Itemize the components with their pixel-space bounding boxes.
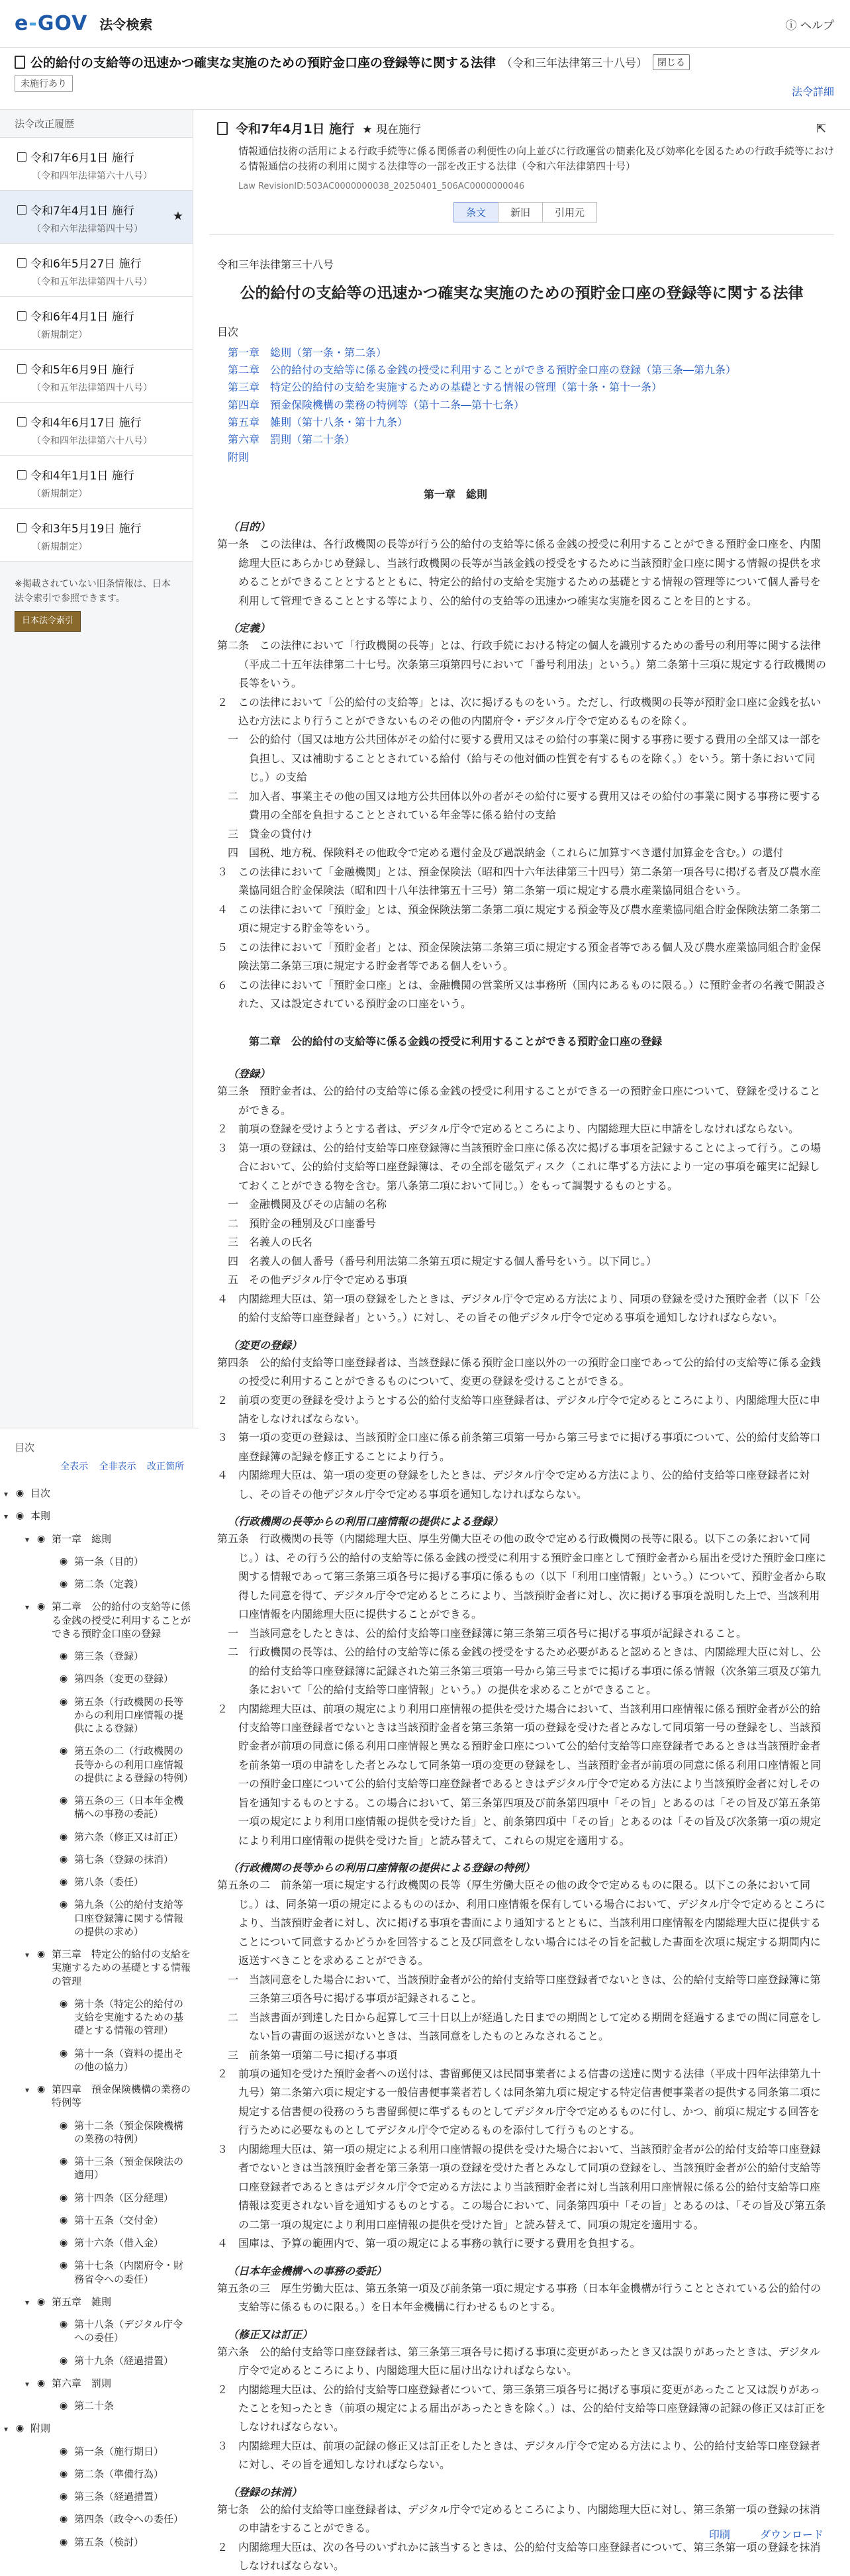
history-date-text: 令和7年4月1日 施行	[30, 205, 134, 218]
toc-node[interactable]	[0, 2395, 199, 2417]
toc-heading: 目次	[217, 325, 239, 338]
paragraph: ２ 前項の変更の登録を受けようとする公的給付支給等口座登録者は、デジタル庁令で定めるところにより、内閣総理大臣に申請をしなければならない。	[217, 1393, 821, 1425]
history-source: （令和五年法律第四十八号）	[32, 277, 152, 287]
item: 三 前条第一項第二号に掲げる事項	[228, 2048, 398, 2061]
chevron-down-icon[interactable]: ▾	[25, 2297, 30, 2307]
chevron-down-icon[interactable]: ▾	[4, 1512, 9, 1522]
toc-node-label: 第十一条（資料の提出その他の協力）	[74, 2047, 184, 2073]
toc-node[interactable]	[0, 2232, 199, 2254]
paragraph: ４ 国庫は、予算の範囲内で、第一項の規定による事務の執行に要する費用を負担する。	[217, 2237, 641, 2250]
toc-node[interactable]	[0, 1893, 199, 1943]
eye-icon[interactable]: ◉	[60, 1998, 68, 2009]
external-link-icon[interactable]: ⇱	[816, 122, 826, 136]
eye-icon[interactable]: ◉	[60, 1899, 68, 1910]
toc-node[interactable]	[0, 1645, 199, 1667]
document-icon	[15, 56, 25, 69]
history-date	[17, 148, 179, 165]
item: 一 当該同意をした場合において、当該預貯金者が公的給付支給等口座登録者でないときは、公的給付支給等口座登録簿に第三条第三項各号に掲げる事項が記録されること。	[228, 1973, 821, 2005]
toc-node-label: 第九条（公的給付支給等口座登録簿に関する情報の提供の求め）	[74, 1899, 184, 1938]
print-button[interactable]: 印刷	[708, 2528, 730, 2541]
chevron-down-icon[interactable]: ▾	[4, 1489, 9, 1499]
toc-link[interactable]: 附則	[228, 450, 250, 464]
history-item[interactable]	[0, 509, 193, 562]
toc-node[interactable]	[0, 2150, 199, 2187]
eye-icon[interactable]: ◉	[60, 2355, 68, 2366]
hide-all-link[interactable]: 全非表示	[99, 1461, 136, 1472]
toc-node[interactable]	[0, 1482, 199, 1505]
law-number: （令和三年法律第三十八号）	[501, 57, 648, 70]
help-link[interactable]: ⓘ ヘルプ	[785, 19, 834, 32]
eye-icon[interactable]: ◉	[16, 2423, 24, 2434]
law-details-link[interactable]: 法令詳細	[791, 85, 834, 98]
eye-icon[interactable]: ◉	[37, 1949, 46, 1959]
history-item[interactable]	[0, 297, 193, 350]
eye-icon[interactable]: ◉	[60, 2120, 68, 2131]
item: 五 その他デジタル庁令で定める事項	[228, 1273, 408, 1287]
history-date	[17, 413, 179, 430]
tab-comparison[interactable]: 新旧	[498, 202, 543, 223]
item: 一 金融機関及びその店舗の名称	[228, 1198, 387, 1211]
toc-node[interactable]	[0, 1943, 199, 1993]
eye-icon[interactable]: ◉	[60, 2260, 68, 2271]
toc-node[interactable]	[0, 2187, 199, 2209]
paragraph: ３ 内閣総理大臣は、第一項の規定による利用口座情報の提供を受けた場合において、当該預貯金者が公的給付支給等口座登録者でないときは当該預貯金者を第三条第一項の登録を受けた者とみなして同項の登録をし、当該預貯金者が公的給付支給等口座登録者であるときはデジタル庁令で定める方法により当該預貯金者に対し当該利用口座情報に係る公的給付支給等口座情報は変更されない旨を通知するものとする。この場合において、同条第四項中「その旨」とあるのは、「その旨及び第五条の二第一項の規定により利用口座情報の提供を受けた旨」と読み替えて、同項の規定を適用する。	[217, 2142, 826, 2231]
calendar-icon	[17, 470, 26, 479]
eye-icon[interactable]: ◉	[60, 2214, 68, 2226]
toc-node[interactable]	[0, 2350, 199, 2372]
paragraph: ６ この法律において「預貯金口座」とは、金融機関の営業所又は事務所（国内にあるものに限る。）に預貯金者の名義で開設された、又は設定されている預貯金の口座をいう。	[217, 978, 827, 1011]
toc-node-label: 第五条の二（行政機関の長等からの利用口座情報の提供による登録の特例）	[74, 1745, 194, 1784]
item: 一 公的給付（国又は地方公共団体がその給付に要する費用又はその給付の事業に関する事務に要する費用の全部又は一部を負担し、又は補助することとされている給付（給与その他対価の性質を有するものを除く。）をいう。第十条において同じ。）の支給	[228, 733, 822, 784]
toc-link[interactable]: 第四章 預金保険機構の業務の特例等（第十二条―第十七条）	[228, 398, 525, 411]
toc-node[interactable]	[0, 1691, 199, 1740]
history-note: ※掲載されていない旧条情報は、日本法令索引で参照できます。 日本法令索引	[0, 562, 193, 632]
toc-node-label: 第五章 雑則	[52, 2295, 112, 2308]
toc-node-label: 第十八条（デジタル庁令への委任）	[74, 2318, 183, 2344]
star-icon: ★	[362, 123, 373, 136]
history-item[interactable]	[0, 244, 193, 297]
article-caption: （登録の抹消）	[228, 2485, 303, 2499]
eye-icon[interactable]: ◉	[16, 1511, 24, 1522]
chevron-down-icon[interactable]: ▾	[25, 1534, 30, 1544]
history-date-text: 令和4年1月1日 施行	[30, 470, 134, 483]
law-no: 令和三年法律第三十八号	[217, 258, 334, 271]
paragraph: ３ この法律において「金融機関」とは、預金保険法（昭和四十六年法律第三十四号）第二条第一項各号に掲げる者及び農水産業協同組合貯金保険法（昭和四十八年法律第五十三号）第二条第一項に規定する農水産業協同組合をいう。	[217, 865, 822, 897]
toc-node-label: 第一章 総則	[52, 1532, 112, 1545]
eye-icon[interactable]: ◉	[60, 2536, 68, 2548]
toc-node[interactable]	[0, 1550, 199, 1573]
calendar-icon	[17, 311, 26, 321]
help-icon: ⓘ	[785, 19, 797, 32]
eye-icon[interactable]: ◉	[60, 2491, 68, 2502]
paragraph: ２ 内閣総理大臣は、次の各号のいずれかに該当するときは、公的給付支給等口座登録者について、第三条第一項の登録を抹消しなければならない。	[217, 2540, 821, 2573]
article-2: 第二条 この法律において「行政機関の長等」とは、行政手続における特定の個人を識別するための番号の利用等に関する法律（平成二十五年法律第二十七号。次条第三項第四号において「番号利用法」という。）第二条第十三項に規定する行政機関の長等をいう。	[217, 639, 827, 690]
paragraph: ５ この法律において「預貯金者」とは、預金保険法第二条第三項に規定する預金者等である個人及び農水産業協同組合貯金保険法第二条第三項に規定する貯金者等である個人をいう。	[217, 940, 822, 973]
toc-node-label: 第十七条（内閣府令・財務省令への委任）	[74, 2259, 184, 2285]
item: 四 名義人の個人番号（番号利用法第二条第五項に規定する個人番号をいう。以下同じ。）	[228, 1254, 657, 1267]
version-date: 令和7年4月1日 施行	[236, 122, 355, 136]
site-header	[0, 0, 850, 48]
history-source: （令和四年法律第六十八号）	[32, 436, 152, 446]
toc-node[interactable]	[0, 1595, 199, 1645]
eye-icon[interactable]: ◉	[37, 2296, 46, 2307]
article-5-2: 第五条の二 前条第一項に規定する行政機関の長等（厚生労働大臣その他の政令で定めるものに限る。以下この条において同じ。）は、同条第一項の規定によるもののほか、利用口座情報を保有している場合において、デジタル庁令で定めるところにより、当該預貯金者に対し、次に掲げる事項を書面により通知するとともに、当該利用口座情報を内閣総理大臣に提供することについて同意するかどうかを回答すること及び同意をしない場合にはその旨を記載した書面を次項に規定する期間内に返送すべきことを求めることができる。	[217, 1879, 826, 1967]
eye-icon[interactable]: ◉	[60, 1651, 68, 1661]
footer-actions	[683, 2526, 824, 2542]
history-source: （新規制定）	[32, 489, 87, 499]
toc-tools	[0, 1460, 199, 1482]
toc-node[interactable]	[0, 1667, 199, 1690]
toc-node[interactable]	[0, 1993, 199, 2042]
tab-text[interactable]: 条文	[453, 202, 498, 223]
law-titlebar	[0, 48, 850, 110]
toc-node-label: 第四条（変更の登録）	[74, 1673, 174, 1685]
main-content	[193, 110, 850, 2573]
eye-icon[interactable]: ◉	[60, 2048, 68, 2059]
toc-node-label: 第七条（登録の抹消）	[74, 1853, 174, 1865]
history-date-text: 令和6年5月27日 施行	[30, 258, 142, 271]
history-date-text: 令和5年6月9日 施行	[30, 364, 134, 377]
toc-node[interactable]	[0, 2372, 199, 2395]
history-date-text: 令和7年6月1日 施行	[30, 152, 134, 165]
article-4: 第四条 公的給付支給等口座登録者は、当該登録に係る預貯金口座以外の一の預貯金口座であって公的給付の支給等に係る金銭の授受に利用することができるものについて、変更の登録を受けることができる。	[217, 1356, 821, 1388]
toc-node-label: 第十六条（借入金）	[74, 2237, 164, 2249]
eye-icon[interactable]: ◉	[60, 1579, 68, 1589]
item: 三 名義人の氏名	[228, 1236, 313, 1249]
eye-icon[interactable]: ◉	[60, 2238, 68, 2248]
current-badge: ★ 現在施行	[362, 123, 421, 136]
toc-node[interactable]	[0, 1505, 199, 1527]
toc-node[interactable]	[0, 2209, 199, 2232]
toc-link[interactable]: 第二章 公的給付の支給等に係る金銭の授受に利用することができる預貯金口座の登録（第三条―第九条）	[228, 363, 737, 376]
toc-node-label: 第五条の三（日本年金機構への事務の委託）	[74, 1795, 184, 1820]
history-source: （令和四年法律第六十八号）	[32, 171, 152, 181]
toc-node-label: 第四条（政令への委任）	[74, 2513, 184, 2526]
toc-node[interactable]	[0, 2463, 199, 2485]
paragraph: ４ 内閣総理大臣は、第一項の変更の登録をしたときは、デジタル庁令で定める方法により、公的給付支給等口座登録者に対し、その旨その他デジタル庁令で定める事項を通知しなければならない。	[217, 1469, 810, 1501]
toc-node-label: 第十四条（区分経理）	[74, 2191, 174, 2204]
article-caption: （目的）	[228, 520, 271, 534]
toc-node[interactable]	[0, 2114, 199, 2151]
unenforced-badge: 未施行あり	[15, 75, 73, 92]
history-date	[17, 201, 179, 218]
history-date	[17, 466, 179, 483]
download-button[interactable]: ダウンロード	[759, 2528, 824, 2541]
eye-icon[interactable]: ◉	[60, 1696, 68, 1707]
toc-node-label: 第一条（目的）	[74, 1555, 144, 1567]
item: 二 行政機関の長等は、公的給付の支給等に係る金銭の授受をするため必要があると認めるときは、内閣総理大臣に対し、公的給付支給等口座登録簿に記録された第三条第三項第一号から第三号までに掲げる事項に係る情報（次条第三項及び第九条において「公的給付支給等口座情報」という。）の提供を求めることができること。	[228, 1646, 822, 1697]
eye-icon[interactable]: ◉	[60, 2319, 68, 2330]
eye-icon[interactable]: ◉	[60, 2192, 68, 2203]
revision-id: Law RevisionID:503AC0000000038_20250401_506AC0000000046	[238, 181, 525, 191]
history-item[interactable]	[0, 350, 193, 403]
law-title: 公的給付の支給等の迅速かつ確実な実施のための預貯金口座の登録等に関する法律	[30, 56, 496, 70]
calendar-icon	[17, 364, 26, 373]
law-index-button[interactable]: 日本法令索引	[15, 611, 81, 631]
eye-icon[interactable]: ◉	[37, 1601, 46, 1612]
version-header	[209, 110, 834, 235]
item: 二 預貯金の種別及び口座番号	[228, 1216, 377, 1230]
toc-node-label: 本則	[30, 1510, 51, 1522]
eye-icon[interactable]: ◉	[60, 1877, 68, 1887]
history-date-text: 令和6年4月1日 施行	[30, 311, 134, 324]
eye-icon[interactable]: ◉	[60, 1746, 68, 1757]
history-source: （新規制定）	[32, 330, 87, 340]
toc-node-label: 第三条（登録）	[74, 1650, 144, 1662]
article-6: 第六条 公的給付支給等口座登録者は、第三条第三項各号に掲げる事項に変更があったとき又は誤りがあったときは、デジタル庁令で定めるところにより、内閣総理大臣に届け出なければならない。	[217, 2345, 820, 2377]
eye-icon[interactable]: ◉	[60, 2514, 68, 2525]
article-caption: （修正又は訂正）	[228, 2328, 313, 2341]
toc-node-label: 第二章 公的給付の支給等に係る金銭の授受に利用することができる預貯金口座の登録	[52, 1601, 191, 1640]
calendar-icon	[17, 205, 26, 215]
toc-node[interactable]	[0, 2078, 199, 2114]
toc-node-label: 第三章 特定公的給付の支給を実施するための基礎とする情報の管理	[52, 1948, 191, 1987]
chevron-down-icon[interactable]: ▾	[25, 1950, 30, 1959]
history-date-text: 令和3年5月19日 施行	[30, 522, 142, 536]
history-heading: 法令改正履歴	[0, 110, 193, 138]
paragraph: ４ この法律において「預貯金」とは、預金保険法第二条第二項に規定する預金等及び農水産業協同組合貯金保険法第二条第二項に規定する貯金等をいう。	[217, 903, 822, 935]
chevron-down-icon[interactable]: ▾	[25, 2085, 30, 2095]
chapter-heading: 第二章 公的給付の支給等に係る金銭の授受に利用することができる預貯金口座の登録	[248, 1035, 662, 1048]
toc-node[interactable]	[0, 1528, 199, 1550]
eye-icon[interactable]: ◉	[60, 1795, 68, 1806]
paragraph: ３ 内閣総理大臣は、前項の記録の修正又は訂正をしたときは、デジタル庁令で定める方法により、公的給付支給等口座登録者に対し、その旨を通知しなければならない。	[217, 2439, 821, 2471]
tab-citations[interactable]: 引用元	[542, 202, 597, 223]
article-3: 第三条 預貯金者は、公的給付の支給等に係る金銭の授受に利用することができる一の預貯金口座について、登録を受けることができる。	[217, 1085, 821, 1116]
toc-node-label: 第五条（検討）	[74, 2536, 144, 2548]
item: 二 当該書面が到達した日から起算して三十日以上が経過した日までの期間として定める期間を経過するまでの間に同意をしない旨の書面の返送がないときは、当該同意をしたものとみなされること。	[228, 2010, 822, 2043]
history-date	[17, 519, 179, 536]
chevron-down-icon[interactable]: ▾	[25, 2379, 30, 2389]
version-description: 情報通信技術の活用による行政手続等に係る関係者の利便性の向上並びに行政運営の簡素化及び効率化を図るための行政手続等における情報通信の技術の利用に関する法律等の一部を改正する法律（令和六年法律第四十号）	[238, 145, 835, 173]
toc-node[interactable]	[0, 2485, 199, 2508]
toc-link[interactable]: 第五章 雑則（第十八条・第十九条）	[228, 416, 408, 429]
eye-icon[interactable]: ◉	[16, 1488, 24, 1499]
paragraph: ３ 第一項の変更の登録は、当該預貯金口座に係る前条第三項第一号から第三号までに掲げる事項について、公的給付支給等口座登録簿の記録を修正することにより行う。	[217, 1431, 821, 1463]
toc-node[interactable]	[0, 2417, 199, 2440]
history-item[interactable]	[0, 456, 193, 509]
toc-node-label: 第五条（行政機関の長等からの利用口座情報の提供による登録）	[74, 1695, 184, 1734]
history-item[interactable]	[0, 191, 193, 244]
toc-node[interactable]	[0, 1740, 199, 1789]
article-caption: （行政機関の長等からの利用口座情報の提供による登録の特例）	[228, 1861, 536, 1875]
toc-node-label: 第六条（修正又は訂正）	[74, 1830, 184, 1843]
calendar-icon	[17, 417, 26, 426]
toc-link[interactable]: 第一章 総則（第一条・第二条）	[228, 346, 387, 359]
article-5: 第五条 行政機関の長等（内閣総理大臣、厚生労働大臣その他の政令で定める行政機関の長等に限る。以下この条において同じ。）は、その行う公的給付の支給等に係る金銭の授受に利用する預貯金口座として預貯金者から届出を受けた預貯金口座に関する情報であって第三条第三項各号に掲げる事項に係るもの（以下「利用口座情報」という。）について、預貯金者から取得した同意を得て、デジタル庁令で定めるところにより、当該預貯金者に対し、次に掲げる事項を説明した上で、当該利用口座情報を内閣総理大臣に提供することができる。	[217, 1532, 827, 1621]
chevron-down-icon[interactable]: ▾	[25, 1603, 30, 1612]
history-date-text: 令和4年6月17日 施行	[30, 417, 142, 430]
item: 二 加入者、事業主その他の国又は地方公共団体以外の者がその給付に要する費用又はその給付の事業に関する事務に要する費用の全部を負担することとされている年金等に係る給付の支給	[228, 789, 822, 822]
toc-tree	[0, 1482, 199, 2553]
toc-node-label: 第十二条（預金保険機構の業務の特例）	[74, 2119, 184, 2145]
law-toc	[217, 344, 826, 467]
article-5-3: 第五条の三 厚生労働大臣は、第五条第一項及び前条第一項に規定する事務（日本年金機構が行うこととされている公的給付の支給等に係るものに限る。）を日本年金機構に行わせるものとする。	[217, 2281, 822, 2314]
toc-node[interactable]	[0, 1871, 199, 1893]
history-date	[17, 307, 179, 324]
view-tabs	[217, 202, 834, 223]
history-list	[0, 138, 193, 562]
history-source: （新規制定）	[32, 542, 87, 552]
article-caption: （登録）	[228, 1067, 271, 1081]
toc-node-label: 第十九条（経過措置）	[74, 2354, 174, 2367]
toc-node[interactable]	[0, 1573, 199, 1595]
toc-node[interactable]	[0, 2313, 199, 2350]
paragraph: ２ 前項の通知を受けた預貯金者への送付は、書留郵便又は民間事業者による信書の送達に関する法律（平成十四年法律第九十九号）第二条第六項に規定する一般信書便事業者若しくは同条第九項に規定する特定信書便事業者の提供する同条第二項に規定する信書便の役務のうち書留郵便に準ずるものとしてデジタル庁令で定めるものに付し、かつ、前項に規定する回答を行うために必要なものとしてデジタル庁令で定めるものを添付して行うものとする。	[217, 2067, 822, 2137]
calendar-icon	[17, 258, 26, 268]
eye-icon[interactable]: ◉	[37, 1533, 46, 1544]
toc-node[interactable]	[0, 2508, 199, 2530]
article-7: 第七条 公的給付支給等口座登録者は、デジタル庁令で定めるところにより、内閣総理大臣に対し、第三条第一項の登録の抹消の申請をすることができる。	[217, 2502, 821, 2535]
eye-icon[interactable]: ◉	[60, 1673, 68, 1685]
toc-node[interactable]	[0, 1826, 199, 1848]
paragraph: ３ 第一項の登録は、公的給付支給等口座登録簿に当該預貯金口座に係る次に掲げる事項を記録することによって行う。この場合において、公的給付支給等口座登録簿は、その全部を磁気ディスク（これに準ずる方法により一定の事項を確実に記録しておくことができる物を含む。第八条第二項において同じ。）をもって調製するものとする。	[217, 1141, 822, 1192]
toc-node[interactable]	[0, 2440, 199, 2463]
item: 一 当該同意をしたときは、公的給付支給等口座登録簿に第三条第三項各号に掲げる事項が記録されること。	[228, 1626, 747, 1640]
toc-node-label: 第二条（準備行為）	[74, 2467, 164, 2480]
toc-panel	[0, 1428, 199, 2551]
eye-icon[interactable]: ◉	[60, 1854, 68, 1865]
toc-node[interactable]	[0, 2531, 199, 2553]
article-caption: （定義）	[228, 622, 271, 635]
law-main-title: 公的給付の支給等の迅速かつ確実な実施のための預貯金口座の登録等に関する法律	[240, 284, 804, 302]
toc-node[interactable]	[0, 1848, 199, 1871]
site-name: 法令検索	[99, 17, 153, 32]
law-heading	[15, 53, 835, 71]
chevron-down-icon[interactable]: ▾	[4, 2424, 9, 2434]
toc-node-label: 目次	[30, 1487, 51, 1499]
eye-icon[interactable]: ◉	[60, 2446, 68, 2457]
close-button[interactable]: 閉じる	[653, 54, 690, 70]
toc-node-label: 第三条（経過措置）	[74, 2491, 164, 2502]
toc-link[interactable]: 第三章 特定公的給付の支給を実施するための基礎とする情報の管理（第十条・第十一条）	[228, 381, 663, 394]
history-source: （令和五年法律第四十八号）	[32, 383, 152, 393]
article-caption: （変更の登録）	[228, 1338, 303, 1352]
article-caption: （日本年金機構への事務の委託）	[228, 2264, 387, 2277]
toc-node-label: 第十三条（預金保険法の適用）	[74, 2155, 184, 2181]
paragraph: ２ 内閣総理大臣は、公的給付支給等口座登録者について、第三条第三項各号に掲げる事項に変更があったこと又は誤りがあったことを知ったとき（前項の規定による届出があったときを除く。）は、公的給付支給等口座登録簿の記録の修正又は訂正をしなければならない。	[217, 2383, 826, 2434]
toc-node-label: 第十条（特定公的給付の支給を実施するための基礎とする情報の管理）	[74, 1997, 184, 2037]
eye-icon[interactable]: ◉	[60, 1556, 68, 1567]
toc-panel-title: 目次	[15, 1442, 35, 1454]
toc-node[interactable]	[0, 2291, 199, 2313]
eye-icon[interactable]: ◉	[60, 2401, 68, 2411]
chapter-heading: 第一章 総則	[423, 488, 487, 501]
paragraph: ２ 内閣総理大臣は、前項の規定により利用口座情報の提供を受けた場合において、当該利用口座情報に係る預貯金者が公的給付支給等口座登録者でないときは当該預貯金者を第三条第一項の登録を受けた者とみなして同項第一号の登録をし、当該預貯金者が前項の同意に係る利用口座情報と異なる預貯金口座について公的給付支給等口座登録者であるときは当該預貯金者を前条第一項の申請をした者とみなして同条第一項の変更の登録をし、当該預貯金者が前項の同意に係る利用口座情報と同一の預貯金口座について公的給付支給等口座登録者であるときはデジタル庁令で定める方法により当該預貯金者に対しその旨を通知するものとする。この場合において、第三条第四項及び前条第四項中「その旨」とあるのは「その旨及び第五条第一項の規定により利用口座情報の提供を受けた旨」と、前条第四項中「その旨」とあるのは「その旨及び次条第一項の規定により利用口座情報の提供を受けた旨」と読み替えて、これらの規定を適用する。	[217, 1702, 822, 1847]
toc-node[interactable]	[0, 2042, 199, 2079]
toc-node-label: 附則	[30, 2422, 51, 2435]
eye-icon[interactable]: ◉	[60, 2468, 68, 2479]
toc-node-label: 第二条（定義）	[74, 1578, 144, 1590]
history-item[interactable]	[0, 403, 193, 456]
toc-node[interactable]	[0, 1789, 199, 1826]
article-caption: （行政機関の長等からの利用口座情報の提供による登録）	[228, 1515, 504, 1528]
history-date	[17, 254, 179, 271]
history-date	[17, 360, 179, 377]
paragraph: ４ 内閣総理大臣は、第一項の登録をしたときは、デジタル庁令で定める方法により、同項の登録を受けた預貯金者（以下「公的給付支給等口座登録者」という。）に対し、その旨その他デジタル庁令で定める事項を通知しなければならない。	[217, 1292, 821, 1324]
document-icon	[217, 122, 228, 135]
sidebar	[0, 110, 193, 2551]
history-item[interactable]	[0, 138, 193, 191]
eye-icon[interactable]: ◉	[37, 2084, 46, 2095]
article-1: 第一条 この法律は、各行政機関の長等が行う公的給付の支給等に係る金銭の授受に利用することができる預貯金口座を、内閣総理大臣にあらかじめ登録し、当該行政機関の長等が当該金銭の授受をするために当該預貯金口座に関する情報の提供を求めることができることとするとともに、特定公的給付の支給を実施するための基礎とする情報の管理等について個人番号を利用して管理できることとする等により、公的給付の支給等の迅速かつ確実な実施を図ることを目的とする。	[217, 538, 822, 607]
calendar-icon	[17, 523, 26, 532]
eye-icon[interactable]: ◉	[60, 1831, 68, 1842]
paragraph: ２ この法律において「公的給付の支給等」とは、次に掲げるものをいう。ただし、行政機関の長等が預貯金口座に金銭を払い込む方法により行うことができないものその他の内閣府令・デジタル庁令で定めるものを除く。	[217, 695, 822, 727]
toc-link[interactable]: 第六章 罰則（第二十条）	[228, 433, 355, 446]
toc-node-label: 第八条（委任）	[74, 1876, 144, 1888]
history-source: （令和六年法律第四十号）	[32, 224, 143, 234]
toc-node-label: 第十五条（交付金）	[74, 2214, 164, 2226]
calendar-icon	[17, 152, 26, 162]
eye-icon[interactable]: ◉	[37, 2377, 46, 2389]
toc-node-label: 第一条（施行期日）	[74, 2445, 164, 2457]
amendments-link[interactable]: 改正箇所	[147, 1461, 184, 1472]
item: 三 貸金の貸付け	[228, 827, 313, 840]
toc-node-label: 第四章 預金保険機構の業務の特例等	[52, 2083, 191, 2109]
egov-logo[interactable]: e-GOV	[15, 12, 88, 35]
star-icon: ★	[172, 209, 183, 223]
eye-icon[interactable]: ◉	[60, 2156, 68, 2167]
item: 四 国税、地方税、保険料その他政令で定める還付金及び過誤納金（これらに加算すべき還付加算金を含む。）の還付	[228, 846, 784, 860]
toc-node[interactable]	[0, 2254, 199, 2291]
toc-node-label: 第六章 罰則	[52, 2377, 112, 2389]
show-all-link[interactable]: 全表示	[60, 1461, 89, 1472]
paragraph: ２ 前項の登録を受けようとする者は、デジタル庁令で定めるところにより、内閣総理大臣に申請をしなければならない。	[217, 1122, 800, 1136]
toc-node-label: 第二十条	[74, 2400, 115, 2412]
law-body	[217, 235, 826, 2576]
